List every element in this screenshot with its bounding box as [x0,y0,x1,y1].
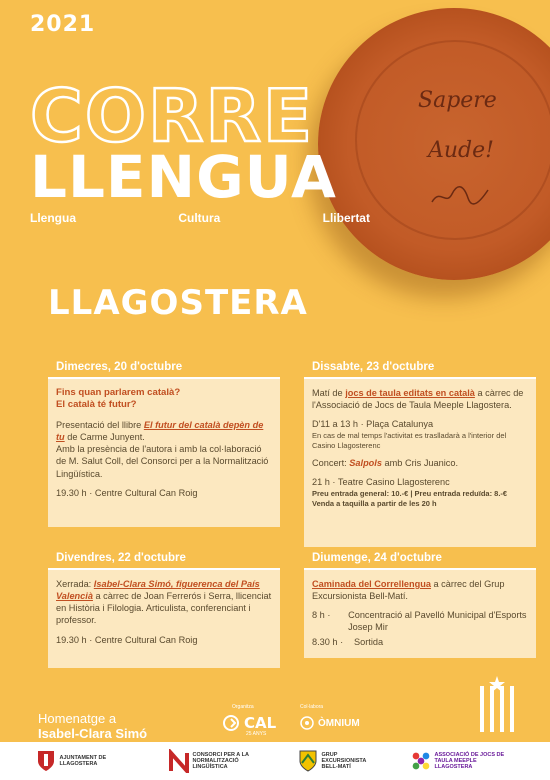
time-2: 8.30 h · [312,636,344,647]
walk-title: Caminada del Correllengua [312,579,431,589]
description: Amb la presència de l'autora i amb la col·laboració de M. Salut Coll, del Consorci per a la Normalització Lingüística. [56,444,269,479]
text: a càrrec de Joan Ferrerós i Serra, llicenciat en Història i Filologia. Articulista, conferenciant i professor. [56,591,272,626]
tagline-1: Llengua [30,211,77,225]
plate-inscription-2: Aude! [428,138,494,163]
event-time-place: 21 h · Teatre Casino Llagosterenc [312,477,450,488]
games-highlight: jocs de taula editats en català [345,388,475,398]
title-corre: CORRE [30,74,315,158]
event-time-place: 19.30 h · Centre Cultural Can Roig [56,487,198,498]
sponsor-meeple [411,749,515,773]
signature-icon [430,180,490,210]
event-date: Divendres, 22 d'octubre [48,548,280,570]
time-1: 8 h · [312,610,331,621]
text: amb Cris Juanico. [381,458,459,469]
sales-note: Venda a taquilla a partir de les 20 h [312,498,437,508]
sponsor-name: AJUNTAMENT DE LLAGOSTERA [59,754,107,767]
talk-title: Isabel-Clara Simó, figuerenca del País Valencià [56,579,260,602]
event-card-friday [48,548,280,668]
title-llengua: LLENGUA [30,143,337,211]
sponsor-bar [0,742,550,780]
meeple-icon [411,749,431,773]
event-card-sunday [304,548,536,658]
event-time-place: D'11 a 13 h · Plaça Catalunya [312,419,434,430]
text: Concert: [312,458,350,469]
event-card-saturday [304,357,536,547]
detail-1: Concentració al Pavelló Municipal d'Esports Josep Mir [348,610,527,633]
sponsor-name: GRUP EXCURSIONISTA BELL-MATÍ [321,751,367,771]
crest-icon [298,749,318,773]
taglines [30,211,370,225]
homage-line-2: Isabel-Clara Simó [38,725,148,741]
text: a càrrec del Grup Excursionista Bell-Matí. [312,579,505,602]
text: Xerrada: [56,579,94,589]
omnium-logo-text: ÒMNIUM [318,717,360,729]
text: de Carme Junyent. [64,432,145,443]
text: Matí de [312,388,346,398]
cal-icon [222,714,240,732]
sponsor-name: ASSOCIACIÓ DE JOCS DE TAULA MEEPLE LLAGOSTERA [434,751,505,771]
omnium-icon [300,716,314,730]
event-date: Dissabte, 23 d'octubre [304,357,536,379]
organizer-label: Organitza [232,704,254,710]
sponsor-cpnl [169,749,263,773]
price-note: Preu entrada general: 10.-€ | Preu entrada reduïda: 8.-€ [312,489,508,499]
book-title: El futur del català depèn de tu [56,419,264,443]
weather-note: En cas de mal temps l'activitat es traslladarà a l'interior del Casino Llagosterenc [312,431,507,450]
text: a càrrec de l'Associació de Jocs de Taula Meeple Llagostera. [312,388,524,411]
collaborator-label: Col·labora [300,704,324,710]
text: Presentació del llibre [56,419,144,430]
detail-2: Sortida [354,636,384,647]
homage [38,712,147,742]
cpnl-icon [169,749,189,773]
event-date: Diumenge, 24 d'octubre [304,548,536,570]
event-time-place: 19.30 h · Centre Cultural Can Roig [56,634,198,645]
plate-inscription-1: Sapere [418,88,497,113]
cal-years: 25 ANYS [246,731,267,737]
cal-logo [222,714,276,732]
question-1: Fins quan parlarem català? [56,387,181,398]
tagline-3: Llibertat [322,211,370,225]
homage-line-1: Homenatge a [38,711,117,726]
event-date: Dimecres, 20 d'octubre [48,357,280,379]
cal-logo-text: CAL [244,714,277,732]
sponsor-name: CONSORCI PER A LA NORMALITZACIÓ LINGÜÍSTICA [192,751,249,771]
omnium-logo [300,716,360,730]
estelada-stripes-icon [472,676,520,734]
band-name: Salpols [349,458,382,469]
year: 2021 [30,12,96,37]
question-2: El català té futur? [56,399,137,411]
event-card-wednesday [48,357,280,527]
sponsor-ajuntament [36,749,134,773]
tagline-2: Cultura [178,211,221,225]
shield-icon [36,749,56,773]
sponsor-grup-excursionista [298,749,376,773]
town-name: LLAGOSTERA [48,283,308,323]
